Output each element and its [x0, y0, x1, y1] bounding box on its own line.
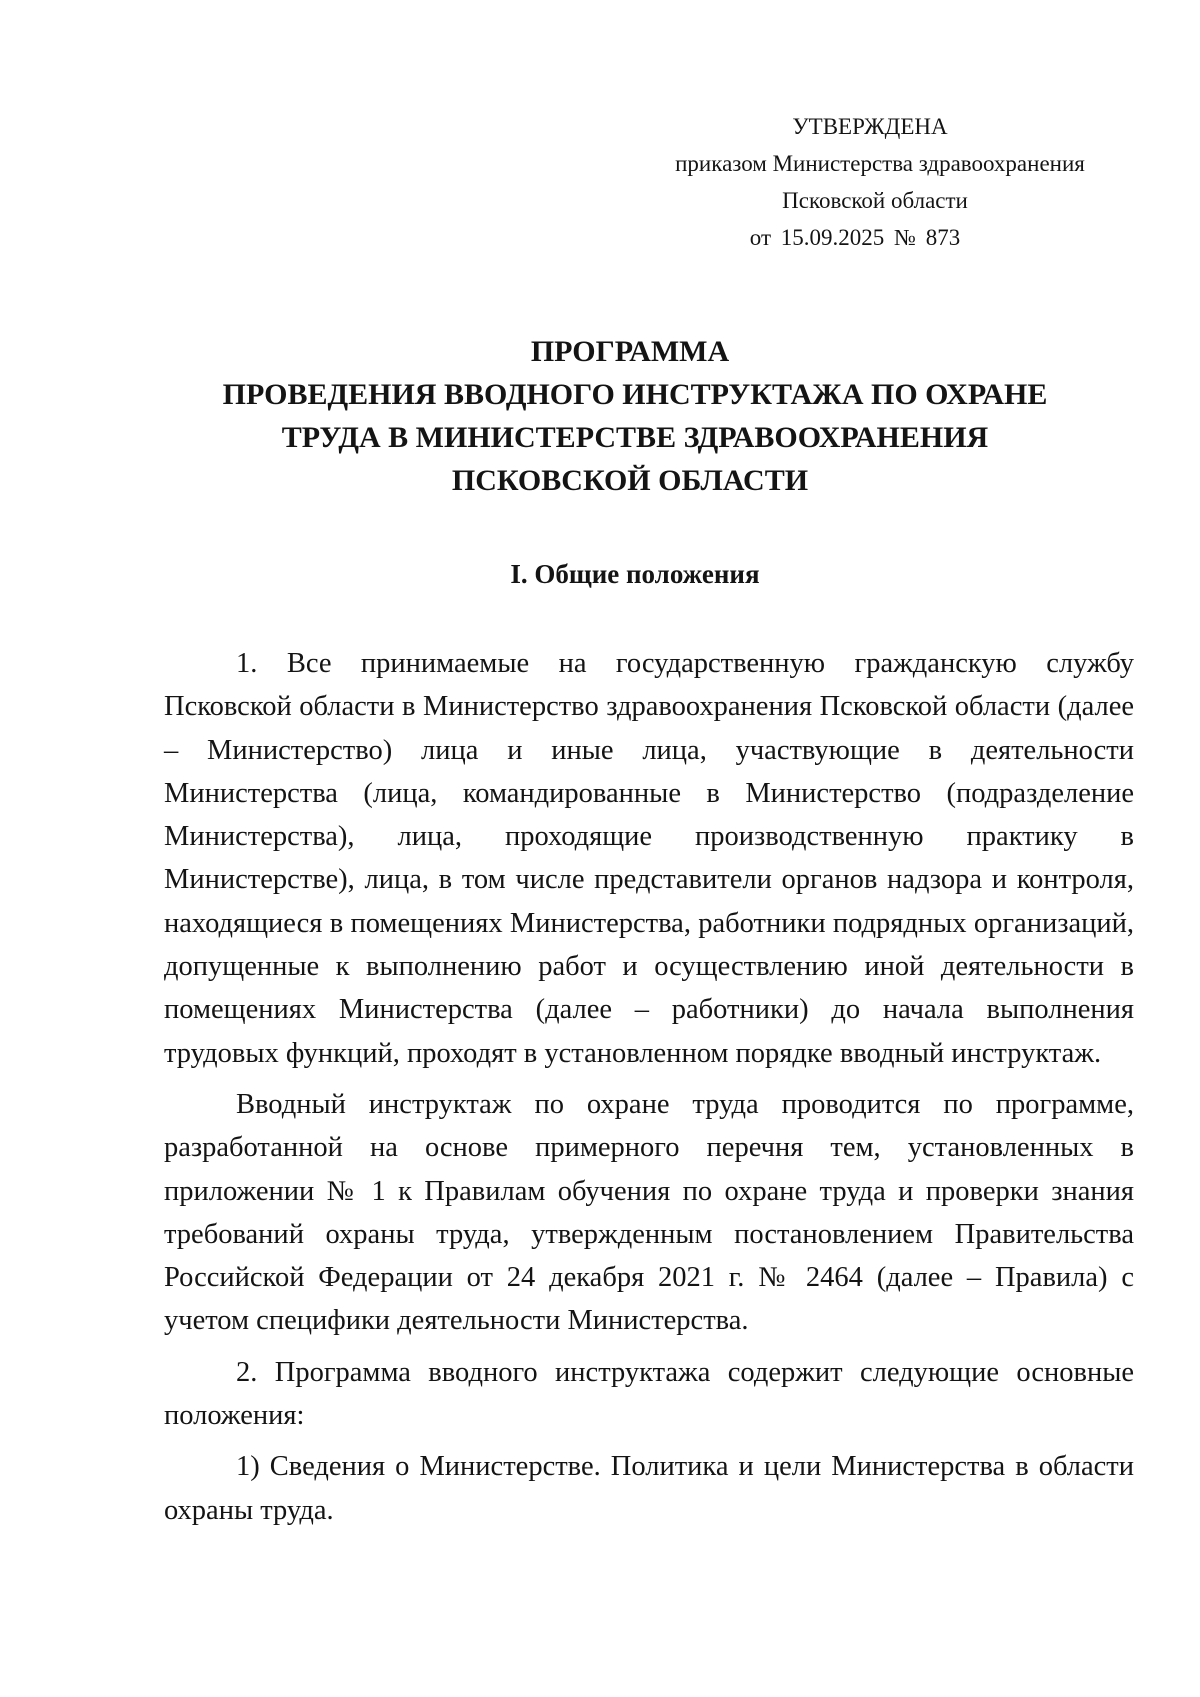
paragraph-4: 1) Сведения о Министерстве. Политика и цели Министерства в области охраны труда.: [164, 1451, 1134, 1526]
approval-date-number: от 15.09.2025 № 873: [749, 225, 961, 250]
title-line-4: ПСКОВСКОЙ ОБЛАСТИ: [451, 464, 809, 497]
title-line-2: ПРОВЕДЕНИЯ ВВОДНОГО ИНСТРУКТАЖА ПО ОХРАНЕ: [222, 378, 1048, 411]
approval-region: Псковской области: [782, 188, 968, 213]
paragraph-2: Вводный инструктаж по охране труда проводится по программе, разработанной на основе примерного перечня тем, установленных в приложении № 1 к Правилам обучения по охране труда и проверки знания требований охраны труда, утвержденным постановлением Правительства Российской Федерации от 24 декабря 2021 г. № 2464 (далее – Правила) с учетом специфики деятельности Министерства.: [164, 1088, 1134, 1337]
section-heading-text: I. Общие положения: [510, 559, 760, 589]
document-title: [150, 330, 1150, 502]
approval-order: приказом Министерства здравоохранения: [675, 151, 1085, 176]
paragraph-1: 1. Все принимаемые на государственную гражданскую службу Псковской области в Министерство здравоохранения Псковской области (далее – Министерство) лица и иные лица, участвующие в деятельности Министерства (лица, командированные в Министерство (подразделение Министерства), лица, проходящие производственную практику в Министерстве), лица, в том числе представители органов надзора и контроля, находящиеся в помещениях Министерства, работники подрядных организаций, допущенные к выполнению работ и осуществлению иной деятельности в помещениях Министерства (далее – работники) до начала выполнения трудовых функций, проходят в установленном порядке вводный инструктаж.: [164, 648, 1134, 1069]
paragraph-3: 2. Программа вводного инструктажа содержит следующие основные положения:: [164, 1356, 1134, 1432]
document-body: [164, 642, 1134, 1532]
approval-title: УТВЕРЖДЕНА: [792, 114, 948, 139]
approval-stamp: [650, 108, 1130, 256]
title-line-1: ПРОГРАММА: [530, 335, 730, 368]
title-line-3: ТРУДА В МИНИСТЕРСТВЕ ЗДРАВООХРАНЕНИЯ: [281, 421, 989, 454]
section-heading: [150, 556, 1150, 592]
